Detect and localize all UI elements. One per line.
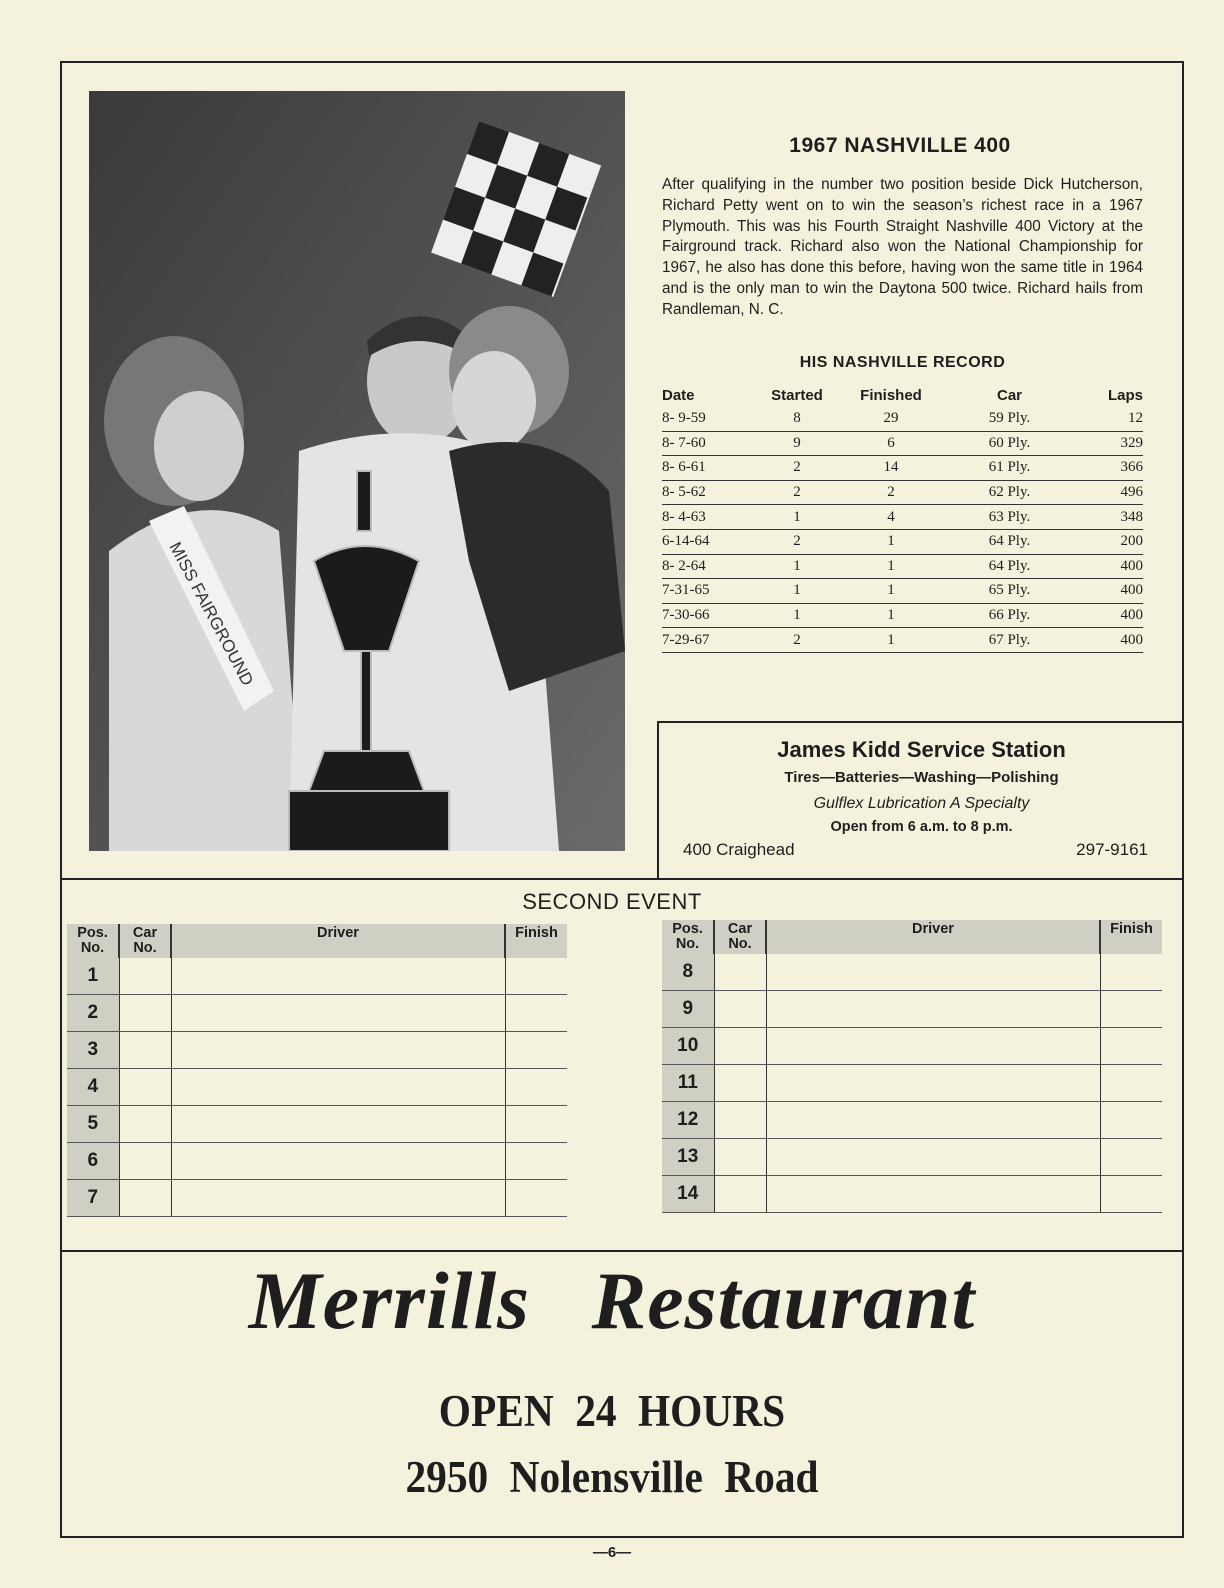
- grid-header-row: [662, 920, 1162, 954]
- record-row: [662, 579, 1143, 604]
- service-station-phone: 297-9161: [1076, 840, 1148, 859]
- car-no-cell[interactable]: [119, 1106, 171, 1143]
- driver-cell[interactable]: [171, 1180, 505, 1217]
- event-grid-left: [67, 924, 567, 1217]
- pos-no-cell: 12: [662, 1102, 714, 1139]
- record-cell: 8- 5-62: [662, 480, 758, 505]
- record-cell: 62 Ply.: [946, 480, 1073, 505]
- driver-cell[interactable]: [766, 1065, 1100, 1102]
- pos-no-cell: 13: [662, 1139, 714, 1176]
- record-cell: 1: [836, 628, 946, 653]
- service-station-hours: Open from 6 a.m. to 8 p.m.: [830, 819, 1013, 835]
- record-cell: 61 Ply.: [946, 456, 1073, 481]
- record-cell: 200: [1073, 529, 1143, 554]
- record-cell: 8- 7-60: [662, 431, 758, 456]
- driver-cell[interactable]: [766, 1139, 1100, 1176]
- record-header-car: Car: [996, 386, 1022, 404]
- record-cell: 64 Ply.: [946, 529, 1073, 554]
- record-header-laps: Laps: [1107, 386, 1143, 404]
- grid-row: [662, 1139, 1162, 1176]
- grid-header-row: [67, 924, 567, 958]
- driver-cell[interactable]: [766, 954, 1100, 991]
- car-no-cell[interactable]: [119, 958, 171, 995]
- record-row: [662, 431, 1143, 456]
- record-title: HIS NASHVILLE RECORD: [799, 354, 1006, 371]
- photo-illustration: [89, 91, 625, 851]
- pos-no-cell: 1: [67, 958, 119, 995]
- record-cell: 7-30-66: [662, 603, 758, 628]
- record-cell: 8- 4-63: [662, 505, 758, 530]
- record-cell: 366: [1073, 456, 1143, 481]
- driver-cell[interactable]: [171, 1143, 505, 1180]
- divider-bottom: [61, 1250, 1183, 1252]
- service-station-ad: [657, 721, 1184, 880]
- record-cell: 329: [1073, 431, 1143, 456]
- car-no-cell[interactable]: [119, 995, 171, 1032]
- car-no-header: Car No.: [714, 920, 766, 954]
- record-row: [662, 529, 1143, 554]
- restaurant-hours: OPEN 24 HOURS: [438, 1386, 786, 1436]
- pos-no-cell: 10: [662, 1028, 714, 1065]
- pos-no-header: Pos. No.: [662, 920, 714, 954]
- driver-cell[interactable]: [171, 1032, 505, 1069]
- record-cell: 59 Ply.: [946, 407, 1073, 431]
- record-cell: 4: [836, 505, 946, 530]
- driver-header: Driver: [171, 924, 505, 958]
- record-cell: 63 Ply.: [946, 505, 1073, 530]
- record-cell: 6-14-64: [662, 529, 758, 554]
- finish-cell[interactable]: [1100, 1176, 1162, 1213]
- grid-row: [662, 1065, 1162, 1102]
- car-no-cell[interactable]: [714, 1139, 766, 1176]
- record-cell: 348: [1073, 505, 1143, 530]
- finish-cell[interactable]: [505, 1180, 567, 1217]
- pos-no-cell: 8: [662, 954, 714, 991]
- record-cell: 6: [836, 431, 946, 456]
- finish-cell[interactable]: [505, 1106, 567, 1143]
- car-no-cell[interactable]: [714, 954, 766, 991]
- record-cell: 400: [1073, 554, 1143, 579]
- car-no-cell[interactable]: [119, 1069, 171, 1106]
- record-cell: 14: [836, 456, 946, 481]
- record-header-started: Started: [771, 386, 823, 404]
- finish-cell[interactable]: [1100, 1139, 1162, 1176]
- pos-no-cell: 6: [67, 1143, 119, 1180]
- pos-no-cell: 9: [662, 991, 714, 1028]
- record-cell: 400: [1073, 603, 1143, 628]
- restaurant-address: 2950 Nolensville Road: [405, 1452, 819, 1502]
- record-cell: 1: [758, 579, 836, 604]
- record-cell: 2: [758, 628, 836, 653]
- record-cell: 8- 9-59: [662, 407, 758, 431]
- grid-row: [662, 991, 1162, 1028]
- page-number: —6—: [592, 1544, 632, 1561]
- record-cell: 496: [1073, 480, 1143, 505]
- divider-top: [61, 878, 1183, 880]
- pos-no-cell: 14: [662, 1176, 714, 1213]
- driver-cell[interactable]: [171, 1106, 505, 1143]
- grid-row: [662, 954, 1162, 991]
- grid-row: [67, 1032, 567, 1069]
- finish-cell[interactable]: [1100, 1028, 1162, 1065]
- driver-cell[interactable]: [766, 991, 1100, 1028]
- grid-row: [67, 1180, 567, 1217]
- record-header-date: Date: [662, 386, 695, 404]
- finish-cell[interactable]: [1100, 954, 1162, 991]
- record-row: [662, 505, 1143, 530]
- article-body: After qualifying in the number two position beside Dick Hutcherson, Richard Petty went on to win the season’s richest race in a 1967 Plymouth. This was his Fourth Straight Nashville 400 Victory at the Fairground track. Richard also won the National Championship for 1967, he also has done this before, having won the same title in 1964 and is the only man to win the Daytona 500 twice. Richard hails from Randleman, N. C.: [662, 176, 1143, 318]
- driver-cell[interactable]: [171, 1069, 505, 1106]
- record-row: [662, 480, 1143, 505]
- record-cell: 60 Ply.: [946, 431, 1073, 456]
- service-station-name: James Kidd Service Station: [777, 737, 1066, 762]
- record-cell: 9: [758, 431, 836, 456]
- record-cell: 1: [758, 505, 836, 530]
- event-grid-right: [662, 920, 1162, 1213]
- car-no-cell[interactable]: [714, 1102, 766, 1139]
- record-row: [662, 407, 1143, 431]
- car-no-cell[interactable]: [714, 1028, 766, 1065]
- finish-cell[interactable]: [1100, 1065, 1162, 1102]
- service-station-address: 400 Craighead: [683, 840, 795, 859]
- grid-row: [67, 958, 567, 995]
- record-header-finished: Finished: [860, 386, 922, 404]
- record-cell: 8: [758, 407, 836, 431]
- grid-row: [67, 1106, 567, 1143]
- grid-row: [662, 1176, 1162, 1213]
- record-cell: 67 Ply.: [946, 628, 1073, 653]
- record-cell: 1: [836, 603, 946, 628]
- pos-no-cell: 2: [67, 995, 119, 1032]
- car-no-cell[interactable]: [714, 991, 766, 1028]
- pos-no-header: Pos. No.: [67, 924, 119, 958]
- grid-row: [67, 1143, 567, 1180]
- pos-no-cell: 5: [67, 1106, 119, 1143]
- finish-header: Finish: [505, 924, 567, 958]
- finish-cell[interactable]: [505, 1143, 567, 1180]
- finish-header: Finish: [1100, 920, 1162, 954]
- record-cell: 1: [758, 554, 836, 579]
- record-cell: 400: [1073, 628, 1143, 653]
- article-title: 1967 NASHVILLE 400: [789, 134, 1011, 157]
- grid-row: [662, 1028, 1162, 1065]
- pos-no-cell: 4: [67, 1069, 119, 1106]
- service-station-specialty: Gulflex Lubrication A Specialty: [813, 795, 1030, 812]
- record-cell: 400: [1073, 579, 1143, 604]
- record-cell: 1: [758, 603, 836, 628]
- record-cell: 65 Ply.: [946, 579, 1073, 604]
- service-station-services: Tires—Batteries—Washing—Polishing: [784, 769, 1059, 786]
- grid-row: [662, 1102, 1162, 1139]
- finish-cell[interactable]: [1100, 991, 1162, 1028]
- pos-no-cell: 7: [67, 1180, 119, 1217]
- finish-cell[interactable]: [505, 958, 567, 995]
- record-cell: 7-31-65: [662, 579, 758, 604]
- car-no-cell[interactable]: [714, 1176, 766, 1213]
- record-cell: 2: [758, 529, 836, 554]
- pos-no-cell: 3: [67, 1032, 119, 1069]
- record-row: [662, 603, 1143, 628]
- driver-cell[interactable]: [171, 995, 505, 1032]
- record-row: [662, 554, 1143, 579]
- grid-row: [67, 1069, 567, 1106]
- sash-text: MISS FAIRGROUND: [165, 538, 258, 689]
- car-no-cell[interactable]: [119, 1180, 171, 1217]
- restaurant-name: Merrills Restaurant: [248, 1255, 976, 1346]
- car-no-cell[interactable]: [119, 1032, 171, 1069]
- record-cell: 1: [836, 529, 946, 554]
- grid-row: [67, 995, 567, 1032]
- record-cell: 64 Ply.: [946, 554, 1073, 579]
- record-cell: 2: [758, 456, 836, 481]
- finish-cell[interactable]: [505, 995, 567, 1032]
- finish-cell[interactable]: [505, 1032, 567, 1069]
- record-cell: 29: [836, 407, 946, 431]
- record-cell: 2: [836, 480, 946, 505]
- record-row: [662, 456, 1143, 481]
- record-cell: 12: [1073, 407, 1143, 431]
- car-no-cell[interactable]: [714, 1065, 766, 1102]
- driver-header: Driver: [766, 920, 1100, 954]
- record-cell: 2: [758, 480, 836, 505]
- car-no-header: Car No.: [119, 924, 171, 958]
- nashville-record-table: [662, 383, 1143, 653]
- driver-cell[interactable]: [171, 958, 505, 995]
- record-cell: 8- 6-61: [662, 456, 758, 481]
- victory-lane-photo: [89, 91, 625, 851]
- event-title: SECOND EVENT: [522, 889, 702, 914]
- record-cell: 66 Ply.: [946, 603, 1073, 628]
- record-cell: 8- 2-64: [662, 554, 758, 579]
- record-header-row: [662, 383, 1143, 407]
- record-cell: 1: [836, 579, 946, 604]
- finish-cell[interactable]: [1100, 1102, 1162, 1139]
- record-cell: 7-29-67: [662, 628, 758, 653]
- pos-no-cell: 11: [662, 1065, 714, 1102]
- car-no-cell[interactable]: [119, 1143, 171, 1180]
- record-cell: 1: [836, 554, 946, 579]
- finish-cell[interactable]: [505, 1069, 567, 1106]
- driver-cell[interactable]: [766, 1028, 1100, 1065]
- driver-cell[interactable]: [766, 1102, 1100, 1139]
- record-row: [662, 628, 1143, 653]
- driver-cell[interactable]: [766, 1176, 1100, 1213]
